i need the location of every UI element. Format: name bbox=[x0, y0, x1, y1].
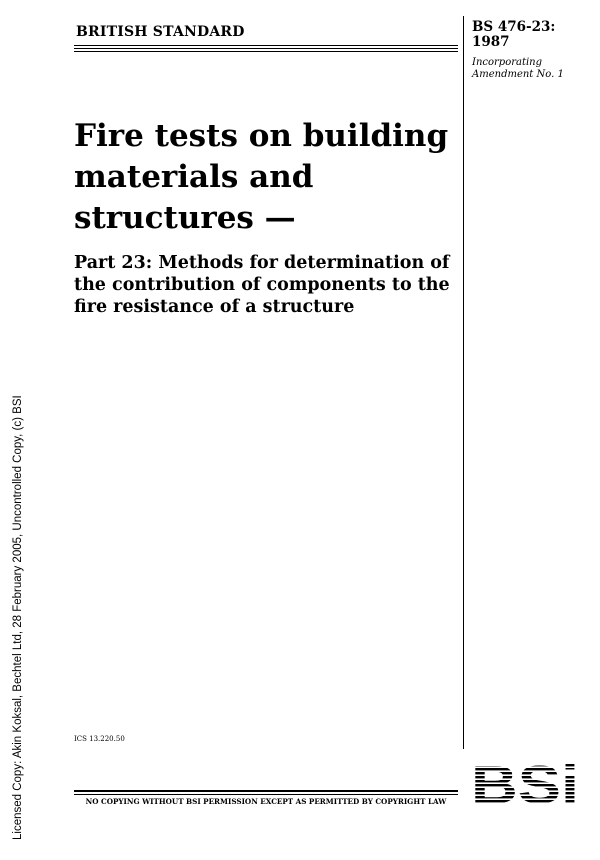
subtitle-line-1: Part 23: Methods for determination of bbox=[74, 253, 450, 273]
amendment-line-2: Amendment No. 1 bbox=[472, 69, 564, 80]
amendment-note bbox=[472, 57, 564, 81]
header-rule-middle bbox=[74, 48, 458, 49]
header-rule-top bbox=[74, 45, 458, 46]
subtitle-line-2: the contribution of components to the bbox=[74, 275, 450, 295]
bsi-logo-icon bbox=[470, 760, 580, 808]
standard-number bbox=[472, 20, 555, 50]
document-subtitle bbox=[74, 252, 454, 318]
document-title bbox=[74, 116, 454, 239]
standard-number-year: 1987 bbox=[472, 34, 510, 50]
title-line-1: Fire tests on building bbox=[74, 118, 449, 154]
footer-rule-thin bbox=[74, 794, 458, 795]
standard-number-code: BS 476-23: bbox=[472, 19, 556, 35]
copyright-notice: NO COPYING WITHOUT BSI PERMISSION EXCEPT AS PERMITTED BY COPYRIGHT LAW bbox=[85, 797, 447, 806]
amendment-line-1: Incorporating bbox=[472, 57, 543, 68]
document-type-label: BRITISH STANDARD bbox=[76, 24, 245, 40]
license-watermark: Licensed Copy: Akin Koksal, Bechtel Ltd, 28 February 2005, Uncontrolled Copy, (c) BSI bbox=[12, 395, 24, 840]
vertical-divider bbox=[463, 16, 464, 749]
bsi-logo-text: BSi bbox=[471, 760, 579, 808]
subtitle-line-3: fire resistance of a structure bbox=[74, 297, 355, 317]
title-line-3: structures — bbox=[74, 200, 296, 236]
ics-code: ICS 13.220.50 bbox=[74, 735, 125, 743]
header-rule-bottom bbox=[74, 51, 458, 52]
footer-rule-thick bbox=[74, 790, 458, 792]
title-line-2: materials and bbox=[74, 159, 314, 195]
